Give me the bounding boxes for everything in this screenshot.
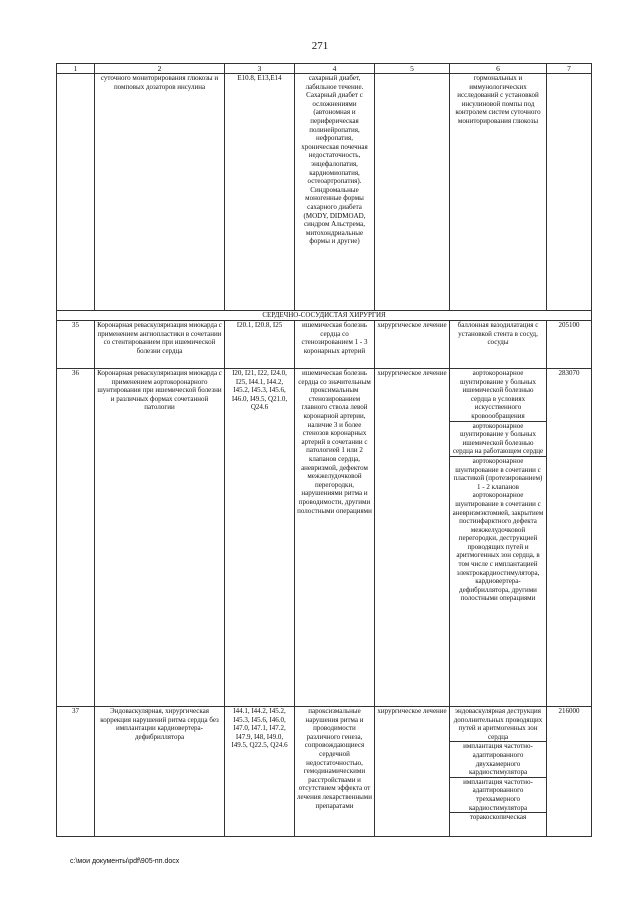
treatment-name: Эндоваскулярная, хирургическая коррекция нарушений ритма сердца без имплантации кардиовертера-дефибриллятора [95,707,225,837]
treatment-method: гормональных и иммунологических исследований с установкой инсулиновой помпы под контролем систем суточного мониторирования глюкозы [450,74,547,311]
col-header: 1 [57,64,95,74]
row-number: 36 [57,369,95,707]
table-row [57,74,592,311]
icd-codes: I20, I21, I22, I24.0, I25, I44.1, I44.2, I45.2, I45.3, I45.6, I46.0, I49.5, Q21.0, Q24.6 [225,369,295,707]
treatment-type: хирургическое лечение [375,707,450,837]
treatment-type: хирургическое лечение [375,369,450,707]
patient-model: ишемическая болезнь сердца со стенозированием 1 - 3 коронарных артерий [295,321,375,369]
method-item: баллонная вазодилатация с установкой стента в сосуд, сосуды [457,321,539,347]
col-header: 4 [295,64,375,74]
treatment-method [450,369,547,707]
norm-cost [547,74,592,311]
row-number: 35 [57,321,95,369]
method-item: торакоскопическая [469,813,527,822]
icd-codes: I20.1, I20.8, I25 [225,321,295,369]
section-row [57,311,592,321]
section-title: СЕРДЕЧНО-СОСУДИСТАЯ ХИРУРГИЯ [57,311,592,321]
icd-codes: I44.1, I44.2, I45.2, I45.3, I45.6, I46.0, I47.0, I47.1, I47.2, I47.9, I48, I49.0, I49.5, Q22.5, Q24.6 [225,707,295,837]
row-number [57,74,95,311]
table-row [57,321,592,369]
norm-cost: 205100 [547,321,592,369]
page-number: 271 [311,40,329,52]
norm-cost: 283070 [547,369,592,707]
icd-codes: E10.8, E13,E14 [225,74,295,311]
method-item: аортокоронарное шунтирование у больных ишемической болезнью сердца в условиях искусственного кровоообращения [450,369,546,422]
table-row [57,369,592,707]
norm-cost: 216000 [547,707,592,837]
col-header: 7 [547,64,592,74]
file-path-footer: c:\мои документы\pdf\905-пп.docx [70,858,180,865]
treatment-type [375,74,450,311]
treatment-method [450,321,547,369]
procedures-table [56,63,592,837]
col-header: 3 [225,64,295,74]
patient-model: ишемическая болезнь сердца со значительным проксимальным стенозированием главного ствола левой коронарной артерии, наличие 3 и более стенозов коронарных артерий в сочетании с патологией 1 или 2 клапанов сердца, аневризмой, дефектом межжелудочковой перегородки, нарушениями ритма и проводимости, другими полостными операциями [295,369,375,707]
table-row [57,707,592,837]
patient-model: сахарный диабет, лабильное течение. Сахарный диабет с осложнениями (автономная и периферическая полинейропатия, нефропатия, хроническая почечная недостаточность, энцефалопатия, кардиомиопатия, остеоартропатия). Синдромальные моногенные формы сахарного диабета (MODY, DIDMOAD, синдром Альстрема, митохондриальные формы и другие) [295,74,375,311]
treatment-method [450,707,547,837]
method-item: эндоваскулярная деструкция дополнительных проводящих путей и аритмогенных зон сердца [450,707,546,742]
treatment-type: хирургическое лечение [375,321,450,369]
column-number-row [57,64,592,74]
row-number: 37 [57,707,95,837]
treatment-name: суточного мониторирования глюкозы и помповых дозаторов инсулина [95,74,225,311]
method-item: имплантация частотно-адаптированного двухкамерного кардиостимулятора [450,742,546,777]
col-header: 2 [95,64,225,74]
method-item: аортокоронарное шунтирование в сочетании с пластикой (протезированием) 1 - 2 клапанов аортокоронарное шунтирование в сочетании с аневризмэктомией, закрытием постинфарктного дефекта межжелудочковой перегородки, деструкцией проводящих путей и аритмогенных зон сердца, в том числе с имплантацией электрокардиостимулятора, кардиовертера-дефибриллятора, другими полостными операциями [452,456,544,603]
col-header: 5 [375,64,450,74]
method-item: аортокоронарное шунтирование у больных ишемической болезнью сердца на работающем сердце [450,422,546,457]
treatment-name: Коронарная реваскуляризация миокарда с применением ангиопластики в сочетании со стентированием при ишемической болезни сердца [95,321,225,369]
col-header: 6 [450,64,547,74]
treatment-name: Коронарная реваскуляризация миокарда с применением аортокоронарного шунтирования при ишемической болезни и различных формах сочетанной патологии [95,369,225,707]
method-item: имплантация частотно-адаптированного трехкамерного кардиостимулятора [450,778,546,813]
patient-model: пароксизмальные нарушения ритма и проводимости различного генеза, сопровождающиеся сердечной недостаточностью, гемодинамическими расстройствами и отсутствием эффекта от лечения лекарственными препаратами [295,707,375,837]
